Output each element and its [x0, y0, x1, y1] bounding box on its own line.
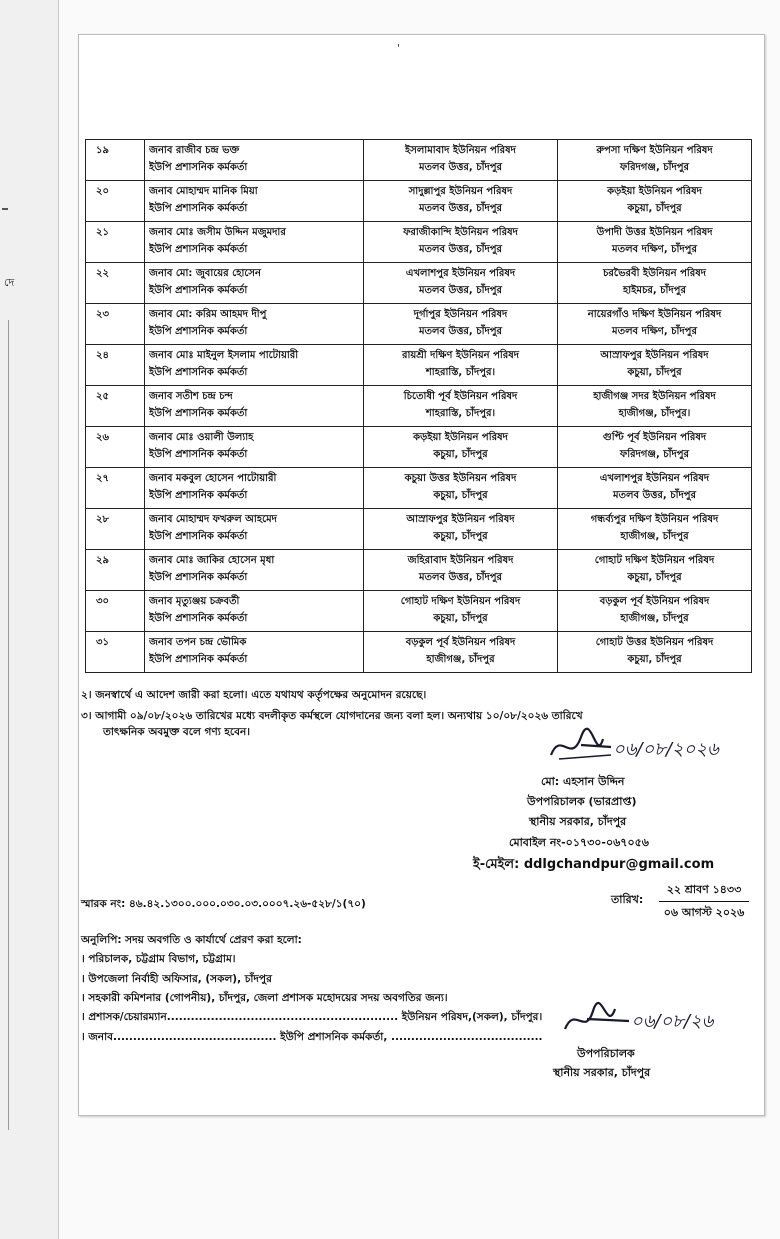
table-row	[86, 181, 752, 222]
new-posting	[558, 427, 752, 468]
current-posting	[364, 591, 558, 632]
current-posting	[364, 509, 558, 550]
current-union: চিতোষী পূর্ব ইউনিয়ন পরিষদ	[403, 391, 518, 402]
new-upazila: হাইমচর, চাঁদপুর	[623, 285, 686, 296]
officer-designation: ইউপি প্রশাসনিক কর্মকর্তা	[149, 654, 248, 665]
table-row	[86, 591, 752, 632]
copy-item: । সহকারী কমিশনার (গোপনীয়), চাঁদপুর, জেলা প্রশাসক মহোদয়ের সদয় অবগতির জন্য।	[81, 992, 448, 1004]
current-union: জহিরাবাদ ইউনিয়ন পরিষদ	[407, 555, 514, 566]
serial-number: ২৫	[86, 386, 145, 427]
serial-number: ২০	[86, 181, 145, 222]
current-union: গোহাট দক্ষিণ ইউনিয়ন পরিষদ	[400, 596, 521, 607]
table-row	[86, 427, 752, 468]
current-posting	[364, 345, 558, 386]
serial-number: ২১	[86, 222, 145, 263]
current-posting	[364, 263, 558, 304]
new-union: উপাদী উত্তর ইউনিয়ন পরিষদ	[596, 227, 713, 238]
serial-number: ২৭	[86, 468, 145, 509]
current-posting	[364, 427, 558, 468]
new-union: কড়ইয়া ইউনিয়ন পরিষদ	[607, 186, 702, 197]
new-union: রুপসা দক্ষিণ ইউনিয়ন পরিষদ	[596, 145, 713, 156]
table-row	[86, 386, 752, 427]
new-upazila: মতলব দক্ষিণ, চাঁদপুর	[612, 244, 697, 255]
signature-1	[541, 725, 751, 771]
top-mark: '	[397, 43, 400, 54]
new-upazila: ফরিদগঞ্জ, চাঁদপুর	[619, 162, 690, 173]
current-upazila: শাহরাস্তি, চাঁদপুর।	[425, 367, 496, 378]
officer-designation: ইউপি প্রশাসনিক কর্মকর্তা	[149, 613, 248, 624]
new-posting	[558, 386, 752, 427]
signer-office: স্থানীয় সরকার, চাঁদপুর	[529, 815, 627, 828]
memo-date-english: ০৬ আগস্ট ২০২৬	[663, 906, 745, 919]
new-upazila: মতলব দক্ষিণ, চাঁদপুর	[612, 326, 697, 337]
officer-cell	[145, 140, 364, 181]
margin-tick	[2, 208, 8, 210]
table-row	[86, 345, 752, 386]
new-upazila: হাজীগঞ্জ, চাঁদপুর।	[618, 408, 691, 419]
officer-designation: ইউপি প্রশাসনিক কর্মকর্তা	[149, 572, 248, 583]
officer-designation: ইউপি প্রশাসনিক কর্মকর্তা	[149, 408, 248, 419]
copy-heading: অনুলিপি: সদয় অবগতি ও কার্যার্থে প্রেরণ করা হলো:	[81, 934, 302, 946]
officer-name: জনাব মোহাম্মদ মানিক মিয়া	[149, 186, 258, 197]
officer-cell	[145, 386, 364, 427]
officer-name: জনাব মো: করিম আহমদ দীপু	[149, 309, 267, 320]
officer-name: জনাব তপন চন্দ্র ভৌমিক	[149, 637, 247, 648]
current-upazila: মতলব উত্তর, চাঁদপুর	[418, 244, 503, 255]
new-union: গন্ধর্ব্যপুর দক্ষিণ ইউনিয়ন পরিষদ	[590, 514, 719, 525]
table-row	[86, 263, 752, 304]
new-union: চরভৈরবী ইউনিয়ন পরিষদ	[602, 268, 707, 279]
current-posting	[364, 181, 558, 222]
copy-item: । পরিচালক, চট্টগ্রাম বিভাগ, চট্টগ্রাম।	[81, 953, 236, 965]
new-upazila: ফরিদগঞ্জ, চাঁদপুর	[619, 449, 690, 460]
new-posting	[558, 345, 752, 386]
officer-cell	[145, 263, 364, 304]
current-upazila: মতলব উত্তর, চাঁদপুর	[418, 572, 503, 583]
serial-number: ২৬	[86, 427, 145, 468]
officer-name: জনাব মোহাম্মদ ফখরুল আহমেদ	[149, 514, 277, 525]
memo-ref: স্মারক নং: ৪৬.৪২.১৩০০.০০০.০৩০.০৩.০০০৭.২৬-৫২৮/১(৭০)	[81, 898, 366, 910]
officer-cell	[145, 468, 364, 509]
new-union: এখলাশপুর ইউনিয়ন পরিষদ	[599, 473, 710, 484]
new-upazila: কচুয়া, চাঁদপুর	[627, 572, 682, 583]
current-upazila: মতলব উত্তর, চাঁদপুর	[418, 326, 503, 337]
new-upazila: কচুয়া, চাঁদপুর	[627, 654, 682, 665]
officer-name: জনাব মকবুল হোসেন পাটোয়ারী	[149, 473, 277, 484]
margin-text: দে	[4, 276, 15, 289]
current-union: দূর্গাপুর ইউনিয়ন পরিষদ	[413, 309, 508, 320]
serial-number: ১৯	[86, 140, 145, 181]
officer-name: জনাব মৃত্যুঞ্জয় চক্রবর্তী	[149, 596, 240, 607]
current-posting	[364, 222, 558, 263]
current-union: কড়ইয়া ইউনিয়ন পরিষদ	[413, 432, 508, 443]
current-upazila: কচুয়া, চাঁদপুর	[433, 531, 488, 542]
current-union: আস্রাফপুর ইউনিয়ন পরিষদ	[406, 514, 515, 525]
signer-name: মো: এহসান উদ্দিন	[541, 775, 625, 788]
current-union: ইসলামাবাদ ইউনিয়ন পরিষদ	[405, 145, 516, 156]
note-3-line1: ৩। আগামী ০৯/০৮/২০২৬ তারিখের মধ্যে বদলীকৃত কর্মস্থলে যোগদানের জন্য বলা হল। অন্যথায় ১০/০৮/২০২৬ তারিখে	[81, 710, 583, 722]
current-posting	[364, 304, 558, 345]
officer-cell	[145, 591, 364, 632]
table-row	[86, 550, 752, 591]
serial-number: ২৪	[86, 345, 145, 386]
current-union: কচুয়া উত্তর ইউনিয়ন পরিষদ	[404, 473, 517, 484]
signer-email: ই-মেইল: ddlgchandpur@gmail.com	[473, 857, 715, 872]
officer-cell	[145, 181, 364, 222]
note-3-line2: তাৎক্ষনিক অবমুক্ত বলে গণ্য হবেন।	[103, 726, 251, 738]
copy-item: । জনাব......................................... ইউপি প্রশাসনিক কর্মকর্তা, ......................................	[81, 1031, 543, 1043]
new-union: গোহাট দক্ষিণ ইউনিয়ন পরিষদ	[594, 555, 715, 566]
officer-cell	[145, 222, 364, 263]
new-posting	[558, 632, 752, 673]
current-posting	[364, 140, 558, 181]
serial-number: ২৮	[86, 509, 145, 550]
officer-designation: ইউপি প্রশাসনিক কর্মকর্তা	[149, 244, 248, 255]
current-union: এখলাশপুর ইউনিয়ন পরিষদ	[405, 268, 516, 279]
officer-cell	[145, 632, 364, 673]
current-union: রায়শ্রী দক্ষিণ ইউনিয়ন পরিষদ	[402, 350, 519, 361]
memo-date	[659, 881, 749, 923]
serial-number: ২৯	[86, 550, 145, 591]
new-posting	[558, 222, 752, 263]
serial-number: ২৩	[86, 304, 145, 345]
copy-signer-designation: উপপরিচালক	[577, 1047, 635, 1060]
officer-name: জনাব সতীশ চন্দ্র চন্দ	[149, 391, 233, 402]
signer-designation: উপপরিচালক (ভারপ্রাপ্ত)	[527, 795, 637, 808]
officer-cell	[145, 427, 364, 468]
current-union: বড়কুল পূর্ব ইউনিয়ন পরিষদ	[405, 637, 516, 648]
officer-designation: ইউপি প্রশাসনিক কর্মকর্তা	[149, 490, 248, 501]
new-posting	[558, 140, 752, 181]
officer-designation: ইউপি প্রশাসনিক কর্মকর্তা	[149, 203, 248, 214]
transfer-table	[85, 139, 752, 673]
new-upazila: হাজীগঞ্জ, চাঁদপুর	[620, 613, 689, 624]
table-row	[86, 509, 752, 550]
signer-mobile: মোবাইল নং-০১৭৩০-০৬৭০৫৬	[509, 836, 649, 849]
officer-designation: ইউপি প্রশাসনিক কর্মকর্তা	[149, 285, 248, 296]
officer-name: জনাব মো: জুবায়ের হোসেন	[149, 268, 261, 279]
left-margin-strip	[0, 0, 59, 1239]
table-row	[86, 632, 752, 673]
new-union: গুপ্টি পূর্ব ইউনিয়ন পরিষদ	[602, 432, 707, 443]
table-row	[86, 222, 752, 263]
serial-number: ৩১	[86, 632, 145, 673]
new-union: নায়েরগাঁও দক্ষিণ ইউনিয়ন পরিষদ	[587, 309, 722, 320]
new-posting	[558, 550, 752, 591]
new-upazila: কচুয়া, চাঁদপুর	[627, 367, 682, 378]
officer-cell	[145, 550, 364, 591]
new-posting	[558, 304, 752, 345]
officer-designation: ইউপি প্রশাসনিক কর্মকর্তা	[149, 162, 248, 173]
officer-name: জনাব রাজীব চন্দ্র ভক্ত	[149, 145, 240, 156]
signature-2-date: ০৬/০৮/২৬	[631, 1011, 714, 1032]
current-upazila: মতলব উত্তর, চাঁদপুর	[418, 162, 503, 173]
current-upazila: হাজীগঞ্জ, চাঁদপুর	[426, 654, 495, 665]
current-upazila: কচুয়া, চাঁদপুর	[433, 449, 488, 460]
signature-2	[557, 997, 757, 1043]
memo-date-bangla: ২২ শ্রাবণ ১৪৩৩	[659, 881, 749, 902]
officer-designation: ইউপি প্রশাসনিক কর্মকর্তা	[149, 367, 248, 378]
document-page	[78, 34, 765, 1116]
officer-cell	[145, 345, 364, 386]
new-upazila: মতলব উত্তর, চাঁদপুর	[612, 490, 697, 501]
current-upazila: কচুয়া, চাঁদপুর	[433, 613, 488, 624]
note-2: ২। জনস্বার্থে এ আদেশ জারী করা হলো। এতে যথাযথ কর্তৃপক্ষের অনুমোদন রয়েছে।	[81, 689, 427, 701]
current-posting	[364, 550, 558, 591]
officer-cell	[145, 509, 364, 550]
new-union: গোহাট উত্তর ইউনিয়ন পরিষদ	[595, 637, 714, 648]
officer-designation: ইউপি প্রশাসনিক কর্মকর্তা	[149, 326, 248, 337]
current-union: সাদুল্লাপুর ইউনিয়ন পরিষদ	[408, 186, 513, 197]
current-posting	[364, 632, 558, 673]
new-union: বড়কুল পূর্ব ইউনিয়ন পরিষদ	[599, 596, 710, 607]
copy-signer-office: স্থানীয় সরকার, চাঁদপুর	[553, 1066, 651, 1079]
new-upazila: কচুয়া, চাঁদপুর	[627, 203, 682, 214]
margin-rule	[8, 320, 9, 1130]
copy-item: । প্রশাসক/চেয়ারম্যান.......................................................... ইউনিয়ন পরিষদ,(সকল), চাঁদপুর।	[81, 1011, 543, 1023]
new-posting	[558, 591, 752, 632]
current-upazila: মতলব উত্তর, চাঁদপুর	[418, 285, 503, 296]
serial-number: ৩০	[86, 591, 145, 632]
current-posting	[364, 468, 558, 509]
current-upazila: মতলব উত্তর, চাঁদপুর	[418, 203, 503, 214]
new-upazila: হাজীগঞ্জ, চাঁদপুর	[620, 531, 689, 542]
table-row	[86, 304, 752, 345]
new-posting	[558, 509, 752, 550]
new-union: হাজীগঞ্জ সদর ইউনিয়ন পরিষদ	[593, 391, 716, 402]
current-upazila: শাহরাস্তি, চাঁদপুর।	[425, 408, 496, 419]
signature-1-date: ০৬/০৮/২০২৬	[613, 739, 719, 760]
current-union: ফরাজীকান্দি ইউনিয়ন পরিষদ	[403, 227, 518, 238]
current-posting	[364, 386, 558, 427]
officer-name: জনাব মোঃ ওয়ালী উল্যাহ	[149, 432, 254, 443]
table-row	[86, 468, 752, 509]
new-posting	[558, 181, 752, 222]
officer-name: জনাব মোঃ জসীম উদ্দিন মজুমদার	[149, 227, 286, 238]
current-upazila: কচুয়া, চাঁদপুর	[433, 490, 488, 501]
memo-date-label: তারিখ:	[611, 893, 644, 906]
new-posting	[558, 263, 752, 304]
officer-name: জনাব মোঃ জাকির হোসেন মৃধা	[149, 555, 275, 566]
officer-designation: ইউপি প্রশাসনিক কর্মকর্তা	[149, 531, 248, 542]
officer-cell	[145, 304, 364, 345]
table-row	[86, 140, 752, 181]
new-posting	[558, 468, 752, 509]
copy-item: । উপজেলা নির্বাহী অফিসার, (সকল), চাঁদপুর	[81, 973, 272, 985]
officer-name: জনাব মোঃ মাইনুল ইসলাম পাটোয়ারী	[149, 350, 299, 361]
officer-designation: ইউপি প্রশাসনিক কর্মকর্তা	[149, 449, 248, 460]
new-union: আস্রাফপুর ইউনিয়ন পরিষদ	[600, 350, 709, 361]
serial-number: ২২	[86, 263, 145, 304]
